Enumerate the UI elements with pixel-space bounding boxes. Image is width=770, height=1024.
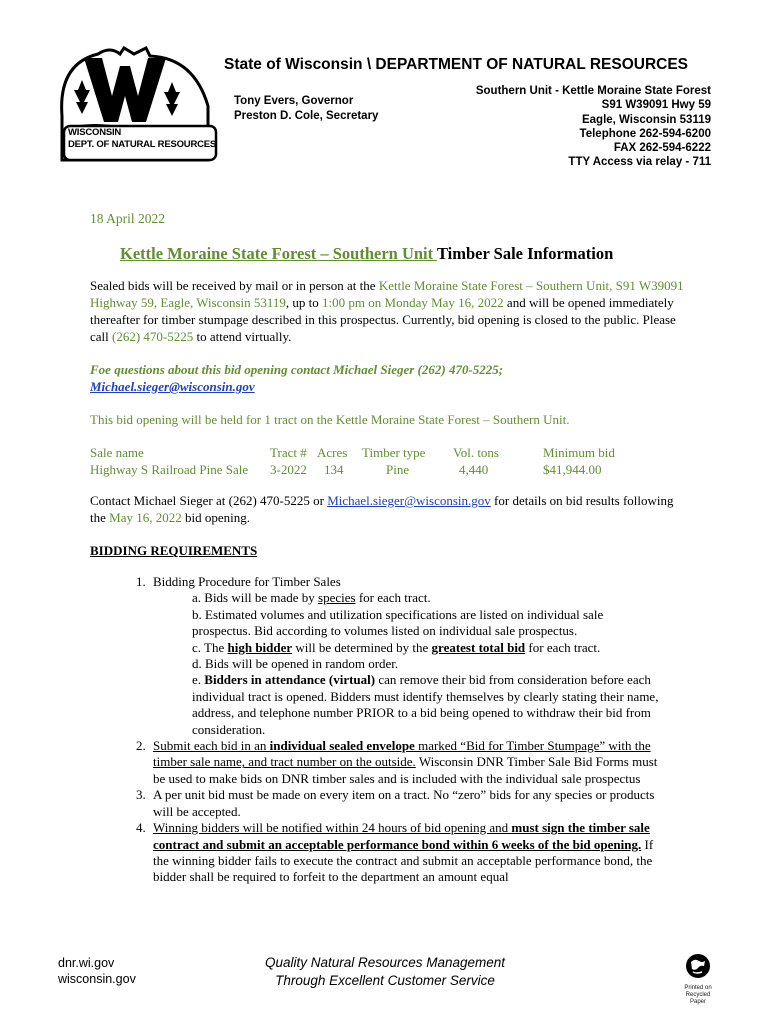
contact-results-text: bid opening. bbox=[181, 510, 250, 525]
unit-line: FAX 262-594-6222 bbox=[613, 142, 711, 155]
intro-text: and will be opened immediately thereafter for timber stumpage described in this prospectus. Currently, bid opening is closed to the public. Please call bbox=[90, 295, 676, 344]
contact-note-email-link[interactable]: Michael.sieger@wisconsin.gov bbox=[90, 379, 255, 394]
column-header: Vol. tons bbox=[453, 445, 499, 460]
recycle-globe-icon bbox=[683, 952, 713, 980]
sub-item-c bbox=[192, 640, 662, 656]
list-item bbox=[0, 574, 770, 590]
underlined-text: marked “Bid for Timber Stumpage” with the timber sale name, and tract number on the outside. bbox=[153, 738, 651, 770]
intro-text: Sealed bids will be received by mail or in person at the bbox=[90, 278, 379, 293]
contact-results-email-link[interactable]: Michael.sieger@wisconsin.gov bbox=[327, 493, 491, 508]
high-bidder-emphasis: high bidder bbox=[227, 639, 293, 655]
intro-text: to attend virtually. bbox=[193, 329, 292, 344]
column-header: Minimum bid bbox=[543, 445, 615, 460]
sub-item-text: c. The bbox=[192, 639, 228, 655]
column-header: Acres bbox=[317, 445, 348, 460]
unit-line: TTY Access via relay - 711 bbox=[568, 156, 711, 169]
contract-bond-emphasis: must sign the timber sale contract and submit an acceptable performance bond within 6 weeks of the bid opening. bbox=[153, 820, 650, 852]
plain-text: Wisconsin DNR Timber Sale Bid Forms must be used to make bids on DNR timber sales and is included with the individual sale prospectus bbox=[153, 754, 658, 786]
recycle-text-line: Recycled bbox=[685, 992, 711, 998]
footer-link-dnr[interactable]: dnr.wi.gov bbox=[58, 956, 115, 970]
slogan-line: Through Excellent Customer Service bbox=[275, 973, 495, 988]
column-header: Tract # bbox=[270, 445, 307, 460]
contact-results-paragraph bbox=[90, 492, 690, 526]
intro-paragraph bbox=[90, 277, 690, 345]
intro-phone: (262) 470-5225 bbox=[112, 329, 194, 344]
plain-text: If the winning bidder fails to execute the contract and submit an acceptable performance bond, the bidder shall be required to forfeit to the department an amount equal bbox=[153, 836, 654, 885]
page-title-text: Timber Sale Information bbox=[436, 244, 614, 263]
sealed-envelope-emphasis: individual sealed envelope bbox=[269, 738, 415, 754]
footer-link-wisconsin[interactable]: wisconsin.gov bbox=[58, 972, 136, 986]
page-title bbox=[120, 244, 613, 264]
logo-text-line1: WISCONSIN bbox=[68, 127, 122, 138]
sub-item-text: e. bbox=[192, 672, 205, 688]
list-item bbox=[0, 820, 770, 886]
contact-results-text: Contact Michael Sieger at (262) 470-5225 or bbox=[90, 493, 328, 508]
recycled-paper-badge bbox=[678, 952, 718, 1006]
list-item-text bbox=[153, 820, 663, 886]
sub-item-text: for each tract. bbox=[525, 639, 601, 655]
page-title-location: Kettle Moraine State Forest – Southern Unit bbox=[120, 244, 437, 263]
sub-item-d: d. Bids will be opened in random order. bbox=[192, 656, 399, 672]
footer-websites bbox=[58, 955, 136, 987]
bid-opening-note: This bid opening will be held for 1 tract on the Kettle Moraine State Forest – Southern Unit. bbox=[90, 412, 570, 427]
header-title: State of Wisconsin \ DEPARTMENT OF NATURAL RESOURCES bbox=[224, 56, 689, 73]
contact-results-date: May 16, 2022 bbox=[109, 510, 182, 525]
sub-item-text: for each tract. bbox=[355, 590, 431, 606]
recycle-text-line: Paper bbox=[689, 999, 706, 1005]
intro-address: Kettle Moraine State Forest – Southern Unit, S91 W39091 Highway 59, Eagle, Wisconsin 53119 bbox=[90, 278, 684, 310]
species-emphasis: species bbox=[318, 590, 356, 606]
unit-line: Eagle, Wisconsin 53119 bbox=[581, 113, 711, 126]
recycle-text-line: Printed on bbox=[684, 985, 712, 991]
table-cell: 4,440 bbox=[459, 461, 489, 477]
sub-item-text: a. Bids will be made by bbox=[192, 590, 319, 606]
intro-text: , up to bbox=[285, 295, 323, 310]
contact-note bbox=[90, 361, 690, 395]
sub-item-text: will be determined by the bbox=[292, 639, 432, 655]
column-header: Timber type bbox=[362, 445, 426, 460]
governor-block bbox=[234, 94, 378, 124]
logo-text-line2: DEPT. OF NATURAL RESOURCES bbox=[68, 139, 217, 150]
requirements-list bbox=[0, 574, 770, 886]
contact-results-text: for details on bid results following the bbox=[90, 493, 674, 525]
column-header: Sale name bbox=[90, 445, 144, 460]
list-item-text bbox=[153, 738, 663, 787]
unit-line: Telephone 262-594-6200 bbox=[579, 127, 711, 140]
intro-deadline: 1:00 pm on Monday May 16, 2022 bbox=[322, 295, 504, 310]
list-item-text: A per unit bid must be made on every item on a tract. No “zero” bids for any species or products will be accepted. bbox=[153, 787, 655, 819]
unit-line: S91 W39091 Hwy 59 bbox=[601, 99, 711, 112]
governor-name: Tony Evers, Governor bbox=[234, 95, 354, 107]
sub-item-b: b. Estimated volumes and utilization specifications are listed on individual sale prospectus. Bid according to volumes listed on individual sale prospectus. bbox=[192, 606, 604, 639]
sub-item-a bbox=[192, 590, 662, 606]
table-cell: 3-2022 bbox=[270, 461, 307, 477]
bidding-requirements-heading: BIDDING REQUIREMENTS bbox=[90, 543, 258, 558]
bidders-attendance-emphasis: Bidders in attendance (virtual) bbox=[204, 672, 376, 688]
dnr-logo-icon bbox=[54, 44, 218, 162]
greatest-total-bid-emphasis: greatest total bid bbox=[431, 639, 526, 655]
underlined-text: Winning bidders will be notified within 24 hours of bid opening and bbox=[153, 820, 512, 836]
table-cell: 134 bbox=[324, 461, 344, 477]
unit-address-block bbox=[476, 84, 711, 170]
list-number: 2. bbox=[136, 738, 146, 754]
letter-date: 18 April 2022 bbox=[90, 211, 166, 226]
list-number: 4. bbox=[136, 820, 146, 836]
unit-line: Southern Unit - Kettle Moraine State Forest bbox=[475, 85, 711, 97]
sub-item-e bbox=[192, 672, 662, 738]
secretary-name: Preston D. Cole, Secretary bbox=[234, 110, 379, 122]
list-item bbox=[0, 787, 770, 820]
list-item bbox=[0, 738, 770, 787]
footer-slogan bbox=[240, 954, 530, 990]
slogan-line: Quality Natural Resources Management bbox=[264, 955, 506, 970]
sub-item-text: can remove their bid from consideration before each individual tract is opened. Bidders must identify themselves by clearly stating their name, address, and telephone number PRIOR to a bid being opened to withdraw their bid from consideration. bbox=[192, 672, 659, 737]
table-cell: Pine bbox=[386, 461, 410, 477]
contact-note-text: Foe questions about this bid opening contact Michael Sieger (262) 470-5225; bbox=[90, 362, 504, 377]
list-item-text: Bidding Procedure for Timber Sales bbox=[153, 574, 341, 589]
list-number: 3. bbox=[136, 787, 146, 803]
table-cell: $41,944.00 bbox=[543, 461, 602, 477]
list-number: 1. bbox=[136, 574, 146, 589]
table-cell: Highway S Railroad Pine Sale bbox=[90, 461, 249, 477]
underlined-text: Submit each bid in an bbox=[153, 738, 270, 754]
